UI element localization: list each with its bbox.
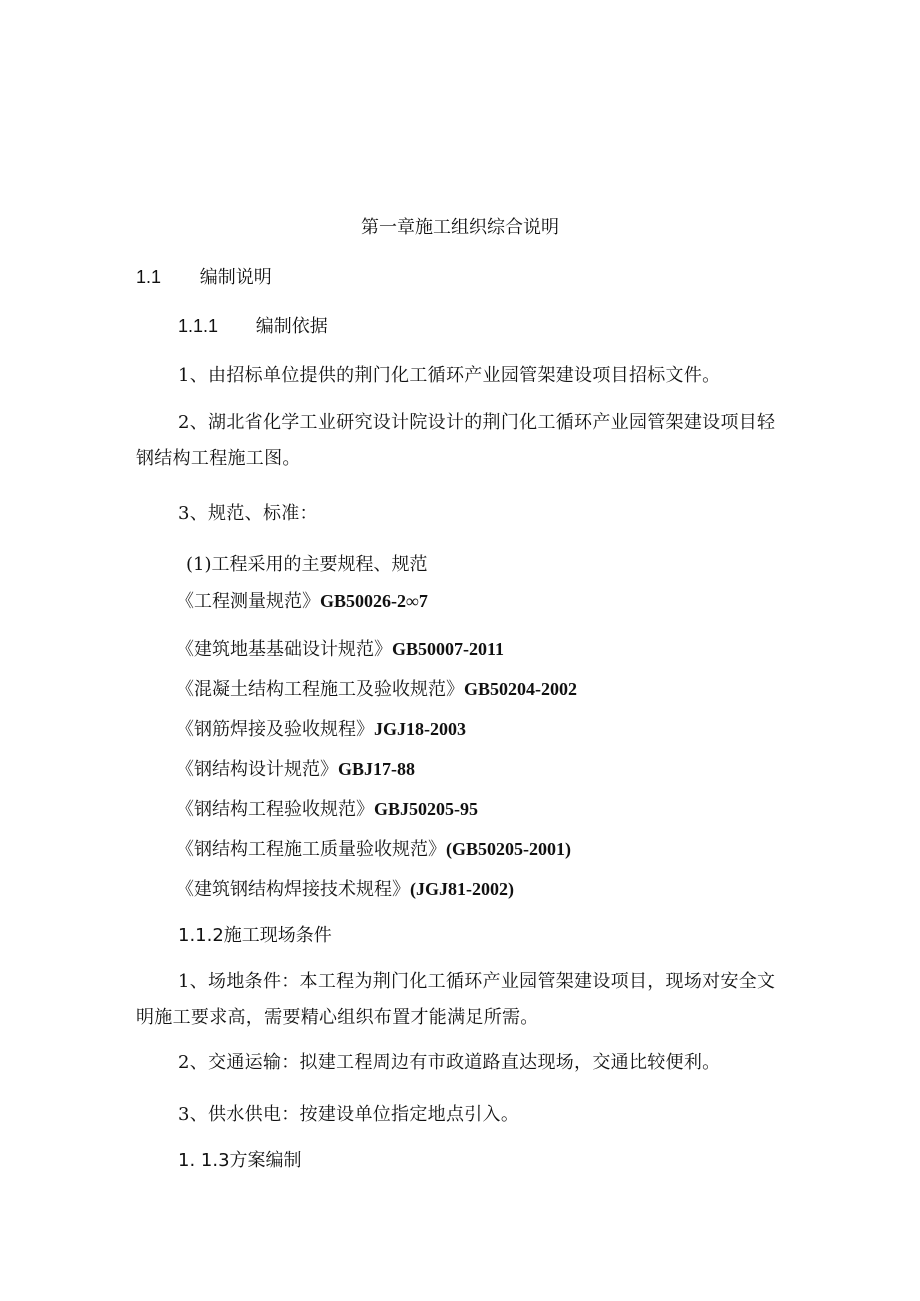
basis-item-1: 1、由招标单位提供的荆门化工循环产业园管架建设项目招标文件。 <box>178 365 721 386</box>
standard-code: GB50204-2002 <box>464 679 578 699</box>
condition-item-3: 3、供水供电：按建设单位指定地点引入。 <box>178 1104 520 1125</box>
standard-code: GB50026-2∞7 <box>320 591 428 611</box>
condition-item-1: 1、场地条件：本工程为荆门化工循环产业园管架建设项目，现场对安全文明施工要求高，需要精心组织布置才能满足所需。 <box>136 971 776 1028</box>
standard-item <box>176 757 415 782</box>
standard-name: 《钢结构设计规范》 <box>176 759 338 780</box>
section-heading-1-1-1 <box>178 314 328 339</box>
section-heading-1-1-2: 1.1.2施工现场条件 <box>178 925 332 946</box>
condition-item-2: 2、交通运输：拟建工程周边有市政道路直达现场，交通比较便利。 <box>178 1052 721 1073</box>
standard-name: 《建筑钢结构焊接技术规程》 <box>176 879 410 900</box>
standard-item <box>176 717 466 742</box>
standard-item <box>176 837 571 862</box>
standard-code: (JGJ81-2002) <box>410 879 514 899</box>
standard-name: 《钢结构工程施工质量验收规范》 <box>176 839 446 860</box>
basis-item-2: 2、湖北省化学工业研究设计院设计的荆门化工循环产业园管架建设项目轻钢结构工程施工图。 <box>136 412 776 469</box>
standards-heading: (1)工程采用的主要规程、规范 <box>186 554 428 575</box>
standard-name: 《建筑地基基础设计规范》 <box>176 639 392 660</box>
section-number: 1.1 <box>136 267 162 287</box>
standard-name: 《钢筋焊接及验收规程》 <box>176 719 374 740</box>
standard-name: 《钢结构工程验收规范》 <box>176 799 374 820</box>
basis-item-3: 3、规范、标准： <box>178 503 318 524</box>
standard-code: (GB50205-2001) <box>446 839 571 859</box>
standard-name: 《工程测量规范》 <box>176 591 320 612</box>
standard-code: GB50007-2011 <box>392 639 505 659</box>
chapter-title: 第一章施工组织综合说明 <box>361 217 559 238</box>
standard-item <box>176 797 478 822</box>
standard-code: GBJ17-88 <box>338 759 416 779</box>
standard-code: JGJ18-2003 <box>374 719 466 739</box>
section-heading-1-1-3: 1. 1.3方案编制 <box>178 1150 302 1171</box>
standard-item <box>176 589 428 614</box>
standard-item <box>176 637 504 662</box>
standard-code: GBJ50205-95 <box>374 799 479 819</box>
standard-item <box>176 677 577 702</box>
standard-item <box>176 877 514 902</box>
section-heading-1-1 <box>136 265 272 290</box>
standard-name: 《混凝土结构工程施工及验收规范》 <box>176 679 464 700</box>
section-title: 编制依据 <box>255 316 328 337</box>
section-title: 编制说明 <box>199 267 272 288</box>
section-number: 1.1.1 <box>178 316 219 336</box>
